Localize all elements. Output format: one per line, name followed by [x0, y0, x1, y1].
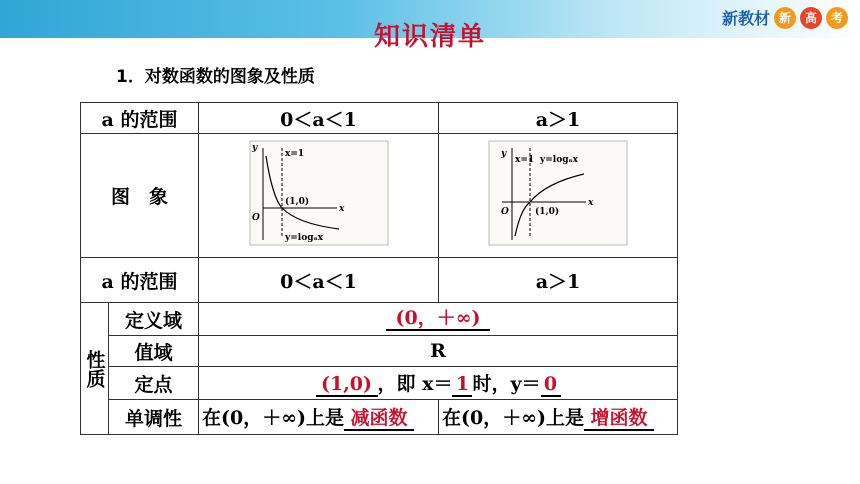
curve-label: y=logₐx — [284, 233, 323, 243]
fixed-middle-text: ，即 x＝ — [377, 373, 453, 395]
domain-label: 定义域 — [109, 303, 199, 336]
graph-increasing-log — [488, 140, 628, 246]
brand-logo — [722, 6, 848, 29]
fixed-time-text: 时，y＝ — [472, 373, 541, 395]
curve-label: y=logₐx — [540, 155, 579, 165]
props-label: 性质 — [81, 303, 109, 435]
x-label: x — [588, 198, 594, 208]
graph-row-label: 图 象 — [81, 134, 199, 258]
badge-xin: 新 — [774, 7, 796, 29]
fixed-point-cell — [199, 367, 678, 400]
case1-header: 0＜a＜1 — [199, 103, 439, 134]
mono2-answer: 增函数 — [584, 407, 654, 431]
section-heading: 1．对数函数的图象及性质 — [116, 67, 315, 87]
point-label: (1,0) — [284, 197, 309, 207]
graph-row — [81, 134, 678, 258]
knowledge-table — [80, 102, 678, 435]
case1-header-2: 0＜a＜1 — [199, 258, 439, 303]
y-label: y — [251, 143, 257, 153]
case2-header-2: a＞1 — [439, 258, 678, 303]
line-label: x=1 — [284, 149, 304, 159]
header-row-2 — [81, 258, 678, 303]
monotonicity-row — [81, 400, 678, 435]
domain-row — [81, 303, 678, 336]
monotonicity-label: 单调性 — [109, 400, 199, 435]
range-label: 值域 — [109, 336, 199, 367]
fixed-point-label: 定点 — [109, 367, 199, 400]
graph2-cell — [439, 134, 678, 258]
a-range-label: a 的范围 — [81, 103, 199, 134]
domain-cell — [199, 303, 678, 336]
origin-label: O — [251, 213, 260, 223]
badge-kao: 考 — [826, 7, 848, 29]
mono1-prefix: 在(0，＋∞)上是 — [202, 407, 345, 429]
fixed-y-answer: 0 — [541, 373, 561, 397]
y-label: y — [501, 149, 507, 159]
page-title: 知识清单 — [373, 22, 486, 52]
domain-answer: (0，＋∞) — [386, 307, 490, 331]
mono2-prefix: 在(0，＋∞)上是 — [442, 407, 585, 429]
fixed-point-row — [81, 367, 678, 400]
origin-label: O — [501, 207, 509, 217]
range-value: R — [199, 336, 678, 367]
point-label: (1,0) — [535, 207, 560, 217]
header-row — [81, 103, 678, 134]
badge-gao: 高 — [800, 7, 822, 29]
mono1-answer: 减函数 — [344, 407, 414, 431]
x-label: x — [338, 204, 344, 214]
graph1-cell — [199, 134, 439, 258]
range-row — [81, 336, 678, 367]
a-range-label-2: a 的范围 — [81, 258, 199, 303]
line-label: x=1 — [515, 155, 535, 165]
fixed-point-answer: (1,0) — [316, 373, 378, 397]
graph-decreasing-log — [249, 140, 389, 246]
fixed-x-answer: 1 — [452, 373, 472, 397]
brand-text: 新教材 — [721, 9, 770, 28]
case2-header: a＞1 — [439, 103, 678, 134]
mono2-cell — [439, 400, 678, 435]
mono1-cell — [199, 400, 439, 435]
